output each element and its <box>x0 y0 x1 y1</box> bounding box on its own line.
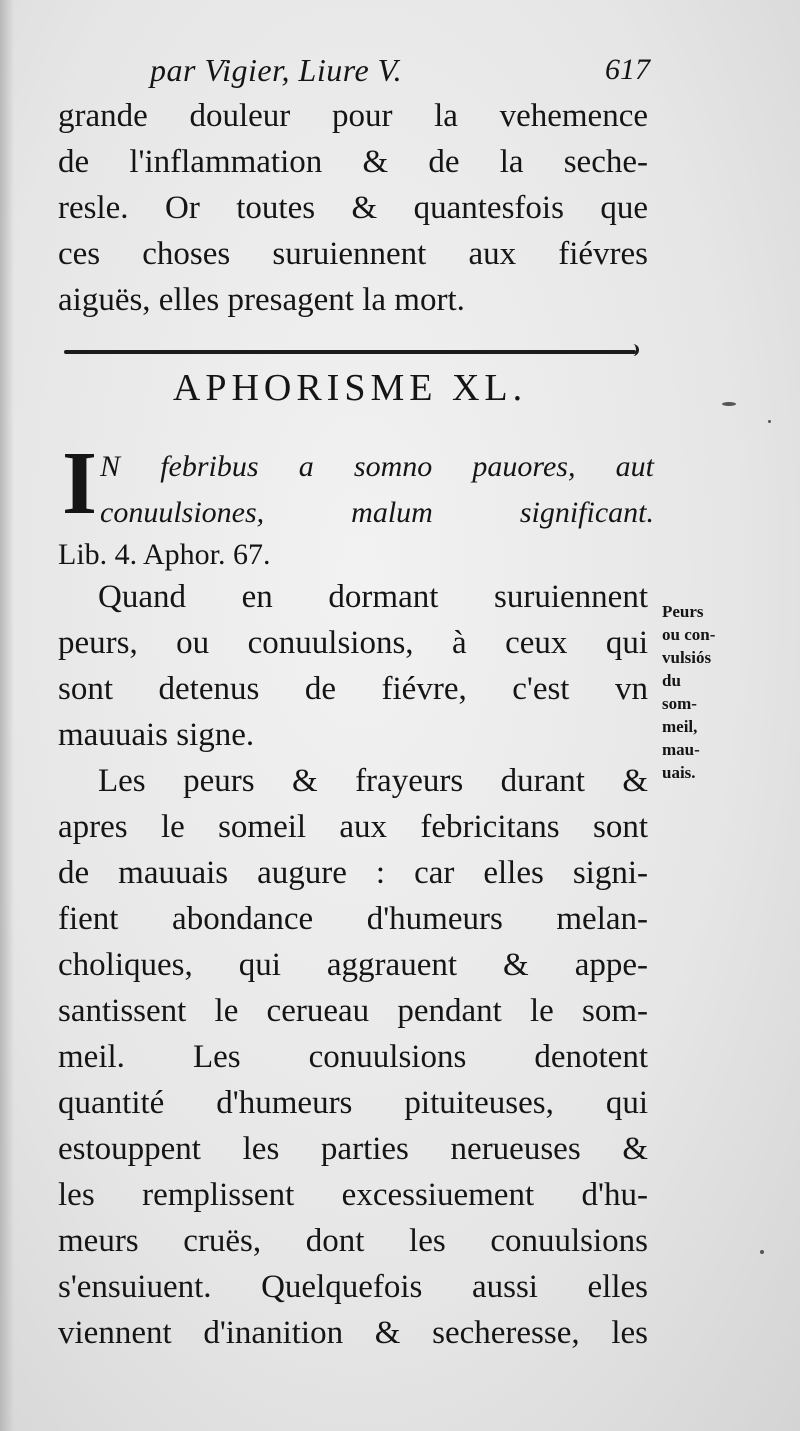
text-line: sont detenus de fiévre, c'est vn <box>58 671 648 707</box>
aphorism-heading: APHORISME XL. <box>172 367 528 409</box>
marginal-line: Peurs <box>662 602 704 621</box>
text-line: les remplissent excessiuement d'hu- <box>58 1177 648 1213</box>
marginal-line: vulsiós <box>662 648 712 667</box>
page-edge-shadow <box>0 0 14 1431</box>
marginal-line: meil, <box>662 717 698 736</box>
latin-line-1: N febribus a somno pauores, aut <box>100 450 654 483</box>
text-line: de l'inflammation & de la seche- <box>58 144 648 180</box>
marginal-note <box>662 600 762 784</box>
text-line: Quand en dormant suruiennent <box>98 579 648 615</box>
paper-speck <box>768 420 771 423</box>
marginal-line: mau- <box>662 740 700 759</box>
marginal-line: ou con- <box>662 625 716 644</box>
latin-line-2: conuulsiones, malum significant. <box>100 496 654 529</box>
marginal-line: uais. <box>662 763 696 782</box>
running-head-title: par Vigier, Liure V. <box>150 52 403 88</box>
text-line: ces choses suruiennent aux fiévres <box>58 236 648 272</box>
text-line: meurs cruës, dont les conuulsions <box>58 1223 648 1259</box>
marginal-line: du <box>662 671 681 690</box>
body-text <box>58 574 648 1356</box>
text-line: peurs, ou conuulsions, à ceux qui <box>58 625 648 661</box>
opening-paragraph <box>58 93 648 323</box>
paper-speck <box>722 402 736 406</box>
text-line: grande douleur pour la vehemence <box>58 98 648 134</box>
latin-aphorism <box>58 434 654 571</box>
text-line: viennent d'inanition & secheresse, les <box>58 1315 648 1351</box>
text-line: choliques, qui aggrauent & appe- <box>58 947 648 983</box>
text-line: mauuais signe. <box>58 717 255 753</box>
latin-reference: Lib. 4. Aphor. 67. <box>58 538 271 571</box>
paper-speck <box>760 1250 764 1254</box>
text-line: apres le someil aux febricitans sont <box>58 809 648 845</box>
text-line: s'ensuiuent. Quelquefois aussi elles <box>58 1269 648 1305</box>
page-number: 617 <box>605 53 650 86</box>
text-line: resle. Or toutes & quantesfois que <box>58 190 648 226</box>
text-line: de mauuais augure : car elles signi- <box>58 855 648 891</box>
marginal-line: som- <box>662 694 697 713</box>
section-rule <box>64 350 636 354</box>
text-line: Les peurs & frayeurs durant & <box>98 763 648 799</box>
running-head <box>150 48 650 92</box>
text-line: fient abondance d'humeurs melan- <box>58 901 648 937</box>
text-line: quantité d'humeurs pituiteuses, qui <box>58 1085 648 1121</box>
text-line: estouppent les parties nerueuses & <box>58 1131 648 1167</box>
text-line: santissent le cerueau pendant le som- <box>58 993 648 1029</box>
text-line: meil. Les conuulsions denotent <box>58 1039 648 1075</box>
text-line: aiguës, elles presagent la mort. <box>58 282 465 318</box>
drop-cap: I <box>62 434 98 533</box>
